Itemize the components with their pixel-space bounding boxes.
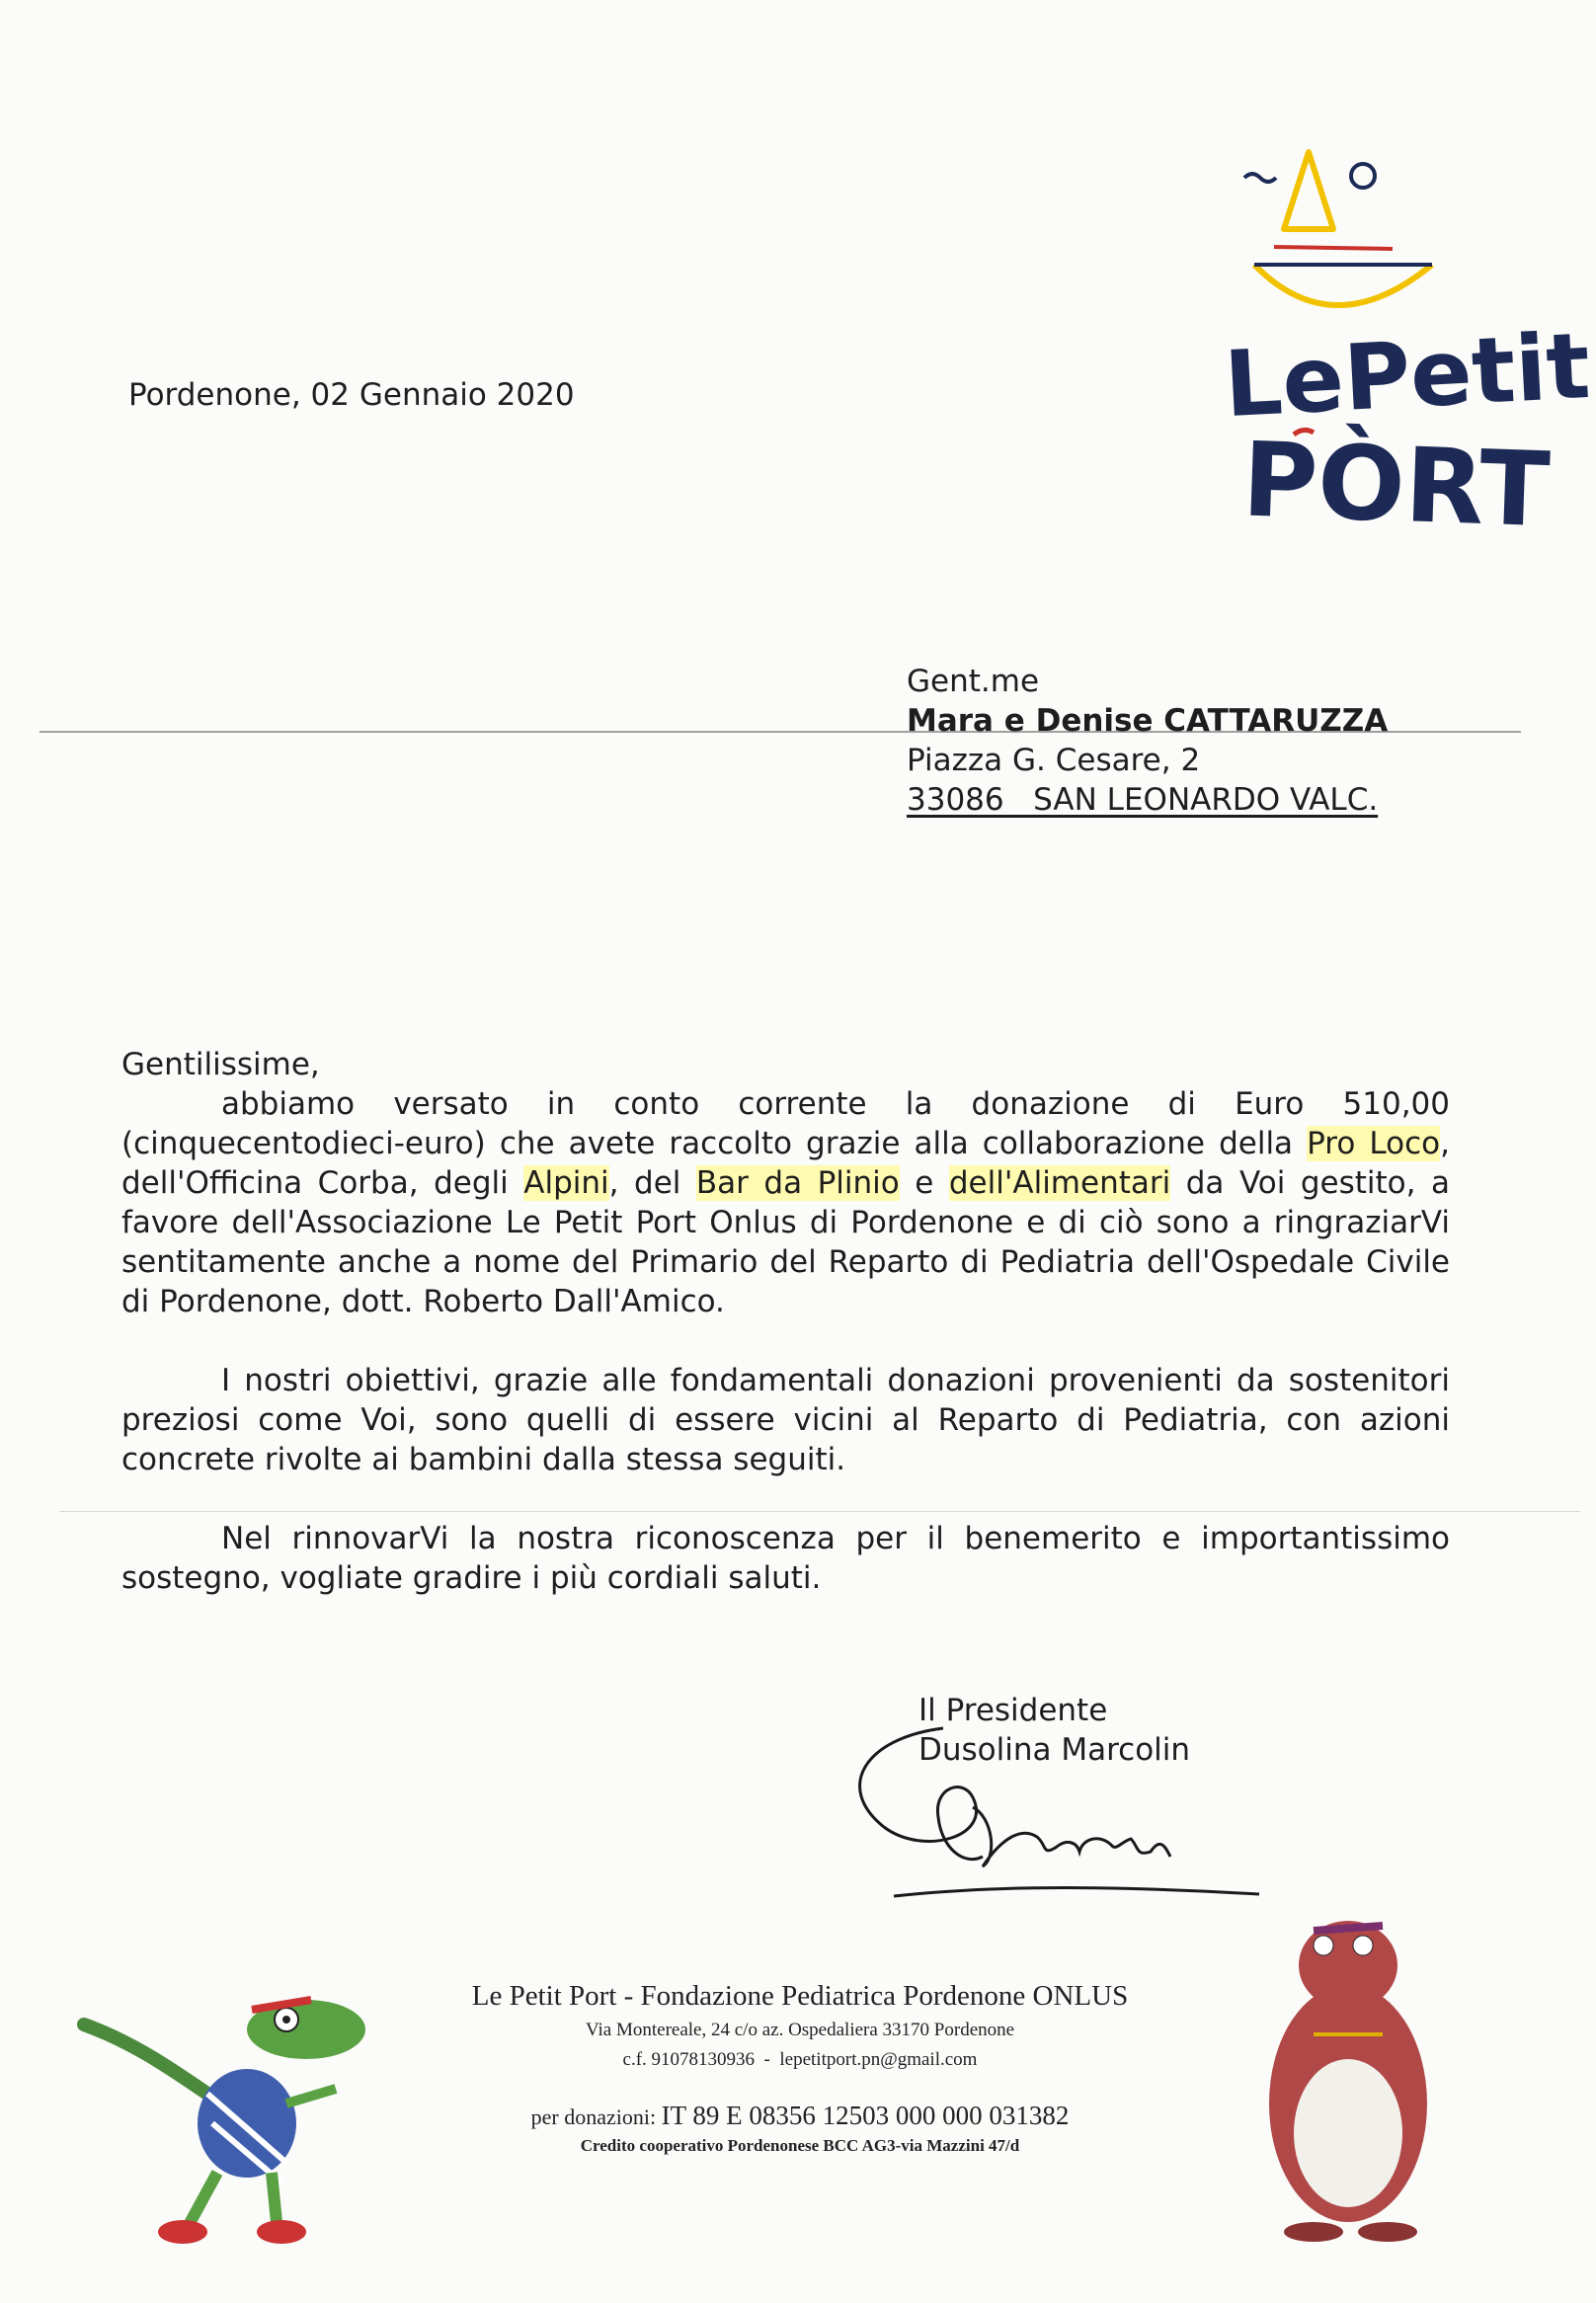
recipient-name: Mara e Denise CATTARUZZA xyxy=(907,703,1389,739)
footer-address: Via Montereale, 24 c/o az. Ospedaliera 33170 Pordenone xyxy=(585,2020,1015,2040)
text-run: , dell'Officina Corba xyxy=(121,1126,1450,1201)
letter-paragraph-2: I nostri obiettivi, grazie alle fondamentali donazioni provenienti da sostenitori preziosi come Voi, sono quelli di essere vicini al Reparto di Pediatria, con azioni concrete rivolte ai bambini dalla stessa seguiti. xyxy=(121,1363,1450,1477)
recipient-street: Piazza G. Cesare, 2 xyxy=(907,743,1201,778)
footer-iban-line xyxy=(356,2099,1244,2134)
footer-iban: IT 89 E 08356 12503 000 000 031382 xyxy=(661,2101,1070,2130)
recipient-city: 33086 SAN LEONARDO VALC. xyxy=(907,782,1379,818)
footer-contacts: c.f. 91078130936 - lepetitport.pn@gmail.com xyxy=(622,2049,978,2070)
handwritten-signature xyxy=(825,1718,1269,1906)
bear-icon xyxy=(1254,1906,1442,2242)
highlighted-text: Pro Loco xyxy=(1307,1126,1441,1161)
signature-icon xyxy=(825,1718,1269,1906)
logo-icon xyxy=(1215,138,1593,553)
svg-text:PÒRT: PÒRT xyxy=(1239,419,1553,551)
letter-paragraph-3: Nel rinnovarVi la nostra riconoscenza per il benemerito e importantissimo sostegno, vogliate gradire i più cordiali saluti. xyxy=(121,1521,1450,1596)
svg-text:LePetit: LePetit xyxy=(1222,312,1593,438)
le-petit-port-logo xyxy=(1215,138,1593,553)
text-run: , del xyxy=(608,1165,696,1201)
letter-body xyxy=(121,1045,1450,1598)
paragraph-gap xyxy=(121,1479,1450,1519)
signer-role: Il Presidente xyxy=(918,1693,1108,1728)
letterhead-footer xyxy=(356,1976,1244,2158)
text-run: e xyxy=(899,1165,949,1201)
letter-paragraph-1 xyxy=(121,1084,1450,1321)
footer-organization: Le Petit Port - Fondazione Pediatrica Pordenone ONLUS xyxy=(471,1980,1129,2012)
recipient-salutation: Gent.me xyxy=(907,664,1040,699)
text-run: abbiamo versato in conto corrente la donazione di Euro 510,00 (cinquecentodieci-euro) che avete raccolto grazie alla collaborazione della xyxy=(121,1086,1450,1161)
bear-mascot-illustration xyxy=(1254,1906,1442,2242)
footer-bank: Credito cooperativo Pordenonese BCC AG3-via Mazzini 47/d xyxy=(580,2136,1020,2155)
paragraph-gap xyxy=(121,1321,1450,1361)
letter-greeting: Gentilissime, xyxy=(121,1047,320,1082)
text-run: da Voi gestito, a favore dell'Associazione Le Petit Port Onlus di Pordenone e di ciò sono a ringraziarVi sentitamente anche a nome del Primario del Reparto di Pediatria dell'Ospedale Civile di Pordenone, dott. Roberto Dall'Amico. xyxy=(121,1165,1450,1319)
highlighted-text: Alpini xyxy=(523,1165,609,1201)
letter-date: Pordenone, 02 Gennaio 2020 xyxy=(128,377,575,413)
footer-iban-label: per donazioni: xyxy=(530,2104,657,2129)
highlighted-text: dell'Alimentari xyxy=(948,1165,1171,1201)
recipient-address-block xyxy=(907,662,1388,820)
text-run: , degli xyxy=(408,1165,524,1201)
highlighted-text: Bar da Plinio xyxy=(695,1165,900,1201)
signer-name: Dusolina Marcolin xyxy=(918,1732,1191,1768)
